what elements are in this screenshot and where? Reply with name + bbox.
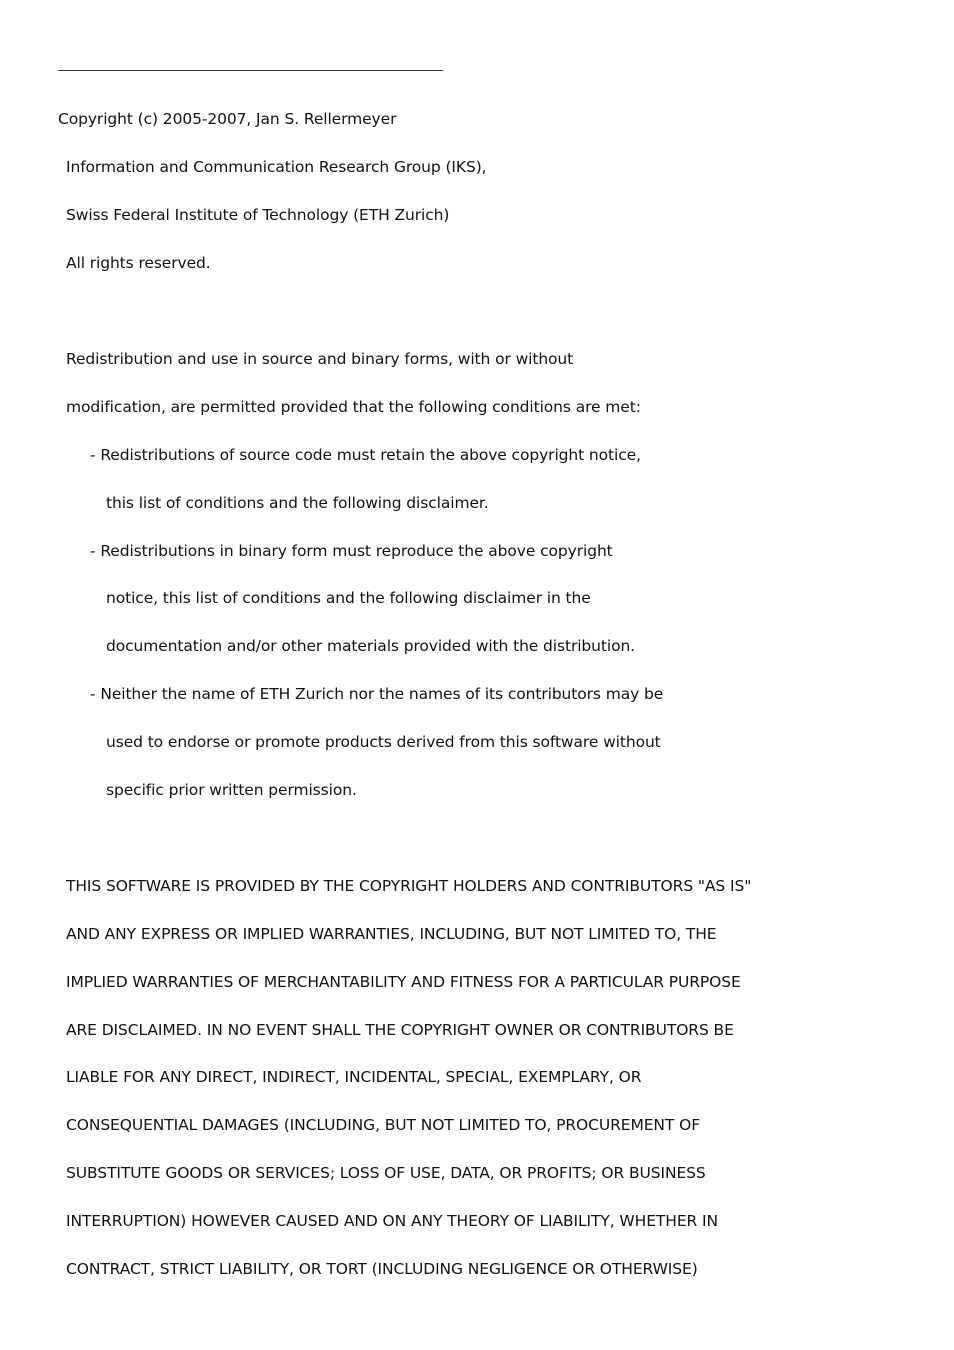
disclaimer-line: LIABLE FOR ANY DIRECT, INDIRECT, INCIDENTAL, SPECIAL, EXEMPLARY, OR [66,1068,642,1086]
condition-continuation: notice, this list of conditions and the following disclaimer in the [106,589,591,607]
condition-continuation: used to endorse or promote products derived from this software without [106,733,661,751]
condition-item: - Neither the name of ETH Zurich nor the names of its contributors may be [90,685,664,703]
condition-continuation: documentation and/or other materials provided with the distribution. [106,637,636,655]
disclaimer-line: IMPLIED WARRANTIES OF MERCHANTABILITY AND FITNESS FOR A PARTICULAR PURPOSE [66,973,741,991]
disclaimer-line: CONTRACT, STRICT LIABILITY, OR TORT (INCLUDING NEGLIGENCE OR OTHERWISE) [66,1260,698,1278]
rights-reserved-line: All rights reserved. [66,254,211,272]
condition-item: - Redistributions in binary form must reproduce the above copyright [90,542,613,560]
disclaimer-line: INTERRUPTION) HOWEVER CAUSED AND ON ANY THEORY OF LIABILITY, WHETHER IN [66,1212,718,1230]
organization-line: Information and Communication Research Group (IKS), [66,158,487,176]
institution-line: Swiss Federal Institute of Technology (ETH Zurich) [66,206,450,224]
disclaimer-line: CONSEQUENTIAL DAMAGES (INCLUDING, BUT NOT LIMITED TO, PROCUREMENT OF [66,1116,701,1134]
separator-rule [58,70,443,71]
copyright-line: Copyright (c) 2005-2007, Jan S. Rellermeyer [58,110,397,128]
condition-continuation: specific prior written permission. [106,781,357,799]
conditions-intro-line: Redistribution and use in source and binary forms, with or without [66,350,574,368]
disclaimer-line: SUBSTITUTE GOODS OR SERVICES; LOSS OF USE, DATA, OR PROFITS; OR BUSINESS [66,1164,706,1182]
disclaimer-line: AND ANY EXPRESS OR IMPLIED WARRANTIES, INCLUDING, BUT NOT LIMITED TO, THE [66,925,717,943]
condition-continuation: this list of conditions and the following disclaimer. [106,494,489,512]
disclaimer-line: ARE DISCLAIMED. IN NO EVENT SHALL THE COPYRIGHT OWNER OR CONTRIBUTORS BE [66,1021,734,1039]
condition-item: - Redistributions of source code must retain the above copyright notice, [90,446,641,464]
disclaimer-line: THIS SOFTWARE IS PROVIDED BY THE COPYRIGHT HOLDERS AND CONTRIBUTORS "AS IS" [66,877,752,895]
conditions-intro-line: modification, are permitted provided that the following conditions are met: [66,398,641,416]
